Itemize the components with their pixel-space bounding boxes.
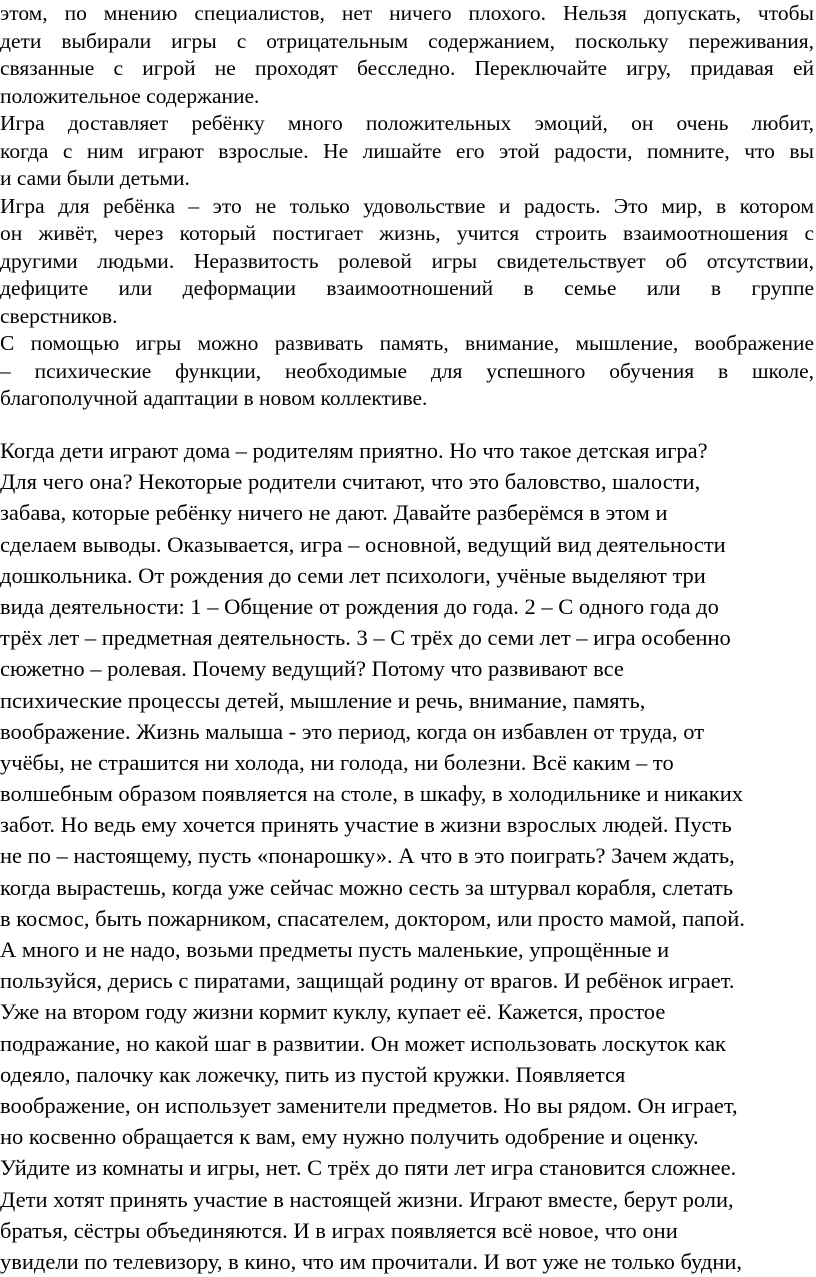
text-line: Игра доставляет ребёнку много положительных эмоций, он очень любит, — [0, 111, 814, 135]
text-line: увидели по телевизору, в кино, что им прочитали. И вот уже не только будни, — [0, 1248, 743, 1274]
text-line: психические процессы детей, мышление и речь, внимание, память, — [0, 687, 646, 713]
text-line: дошкольника. От рождения до семи лет психологи, учёные выделяют три — [0, 562, 706, 588]
text-line: связанные с игрой не проходят бесследно. Переключайте игру, придавая ей — [0, 56, 814, 80]
text-line: сюжетно – ролевая. Почему ведущий? Потому что развивают все — [0, 656, 624, 682]
text-line: этом, по мнению специалистов, нет ничего плохого. Нельзя допускать, чтобы — [0, 1, 814, 25]
text-line: воображение. Жизнь малыша - это период, когда он избавлен от труда, от — [0, 718, 705, 744]
text-line: Уже на втором году жизни кормит куклу, купает её. Кажется, простое — [0, 999, 666, 1025]
ragged-text-block — [0, 435, 816, 1277]
text-line: учёбы, не страшится ни холода, ни голода, ни болезни. Всё каким – то — [0, 749, 674, 775]
text-line: забот. Но ведь ему хочется принять участие в жизни взрослых людей. Пусть — [0, 812, 732, 838]
text-line: пользуйся, дерись с пиратами, защищай родину от врагов. И ребёнок играет. — [0, 968, 735, 994]
text-line: Игра для ребёнка – это не только удовольствие и радость. Это мир, в котором — [0, 193, 814, 218]
text-line: сделаем выводы. Оказывается, игра – основной, ведущий вид деятельности — [0, 531, 726, 557]
text-line: волшебным образом появляется на столе, в шкафу, в холодильнике и никаких — [0, 781, 744, 807]
text-line: вида деятельности: 1 – Общение от рождения до года. 2 – С одного года до — [0, 593, 719, 619]
text-line: когда с ним играют взрослые. Не лишайте его этой радости, помните, что вы — [0, 138, 814, 163]
text-line: но косвенно обращается к вам, ему нужно получить одобрение и оценку. — [0, 1124, 699, 1150]
text-line: в космос, быть пожарником, спасателем, доктором, или просто мамой, папой. — [0, 905, 745, 931]
text-line: одеяло, палочку как ложечку, пить из пустой кружки. Появляется — [0, 1061, 626, 1087]
text-line: братья, сёстры объединяются. И в играх появляется всё новое, что они — [0, 1217, 678, 1243]
text-line: дефиците или деформации взаимоотношений в семье или в группе — [0, 276, 814, 300]
text-line: Для чего она? Некоторые родители считают, что это баловство, шалости, — [0, 469, 701, 495]
text-line: подражание, но какой шаг в развитии. Он может использовать лоскуток как — [0, 1030, 726, 1056]
text-line: Когда дети играют дома – родителям приятно. Но что такое детская игра? — [0, 438, 708, 463]
text-line: С помощью игры можно развивать память, внимание, мышление, воображение — [0, 331, 814, 355]
text-line: забава, которые ребёнку ничего не дают. Давайте разберёмся в этом и — [0, 500, 668, 526]
text-line: положительное содержание. — [0, 83, 260, 108]
justified-text-block — [0, 0, 814, 413]
text-line: он живёт, через который постигает жизнь, учится строить взаимоотношения с — [0, 221, 814, 245]
text-line: сверстников. — [0, 303, 118, 328]
text-line: когда вырастешь, когда уже сейчас можно сесть за штурвал корабля, слетать — [0, 874, 733, 900]
text-line: А много и не надо, возьми предметы пусть маленькие, упрощённые и — [0, 937, 670, 962]
text-line: благополучной адаптации в новом коллективе. — [0, 386, 428, 410]
text-line: не по – настоящему, пусть «понарошку». А что в это поиграть? Зачем ждать, — [0, 843, 735, 869]
text-line: трёх лет – предметная деятельность. 3 – С трёх до семи лет – игра особенно — [0, 625, 731, 651]
text-line: – психические функции, необходимые для успешного обучения в школе, — [0, 358, 814, 383]
text-line: дети выбирали игры с отрицательным содержанием, поскольку переживания, — [0, 28, 814, 53]
text-line: и сами были детьми. — [0, 166, 190, 190]
text-line: воображение, он использует заменители предметов. Но вы рядом. Он играет, — [0, 1092, 738, 1118]
text-line: другими людьми. Неразвитость ролевой игры свидетельствует об отсутствии, — [0, 248, 814, 273]
text-line: Уйдите из комнаты и игры, нет. С трёх до пяти лет игра становится сложнее. — [0, 1155, 737, 1181]
text-line: Дети хотят принять участие в настоящей жизни. Играют вместе, берут роли, — [0, 1186, 734, 1212]
